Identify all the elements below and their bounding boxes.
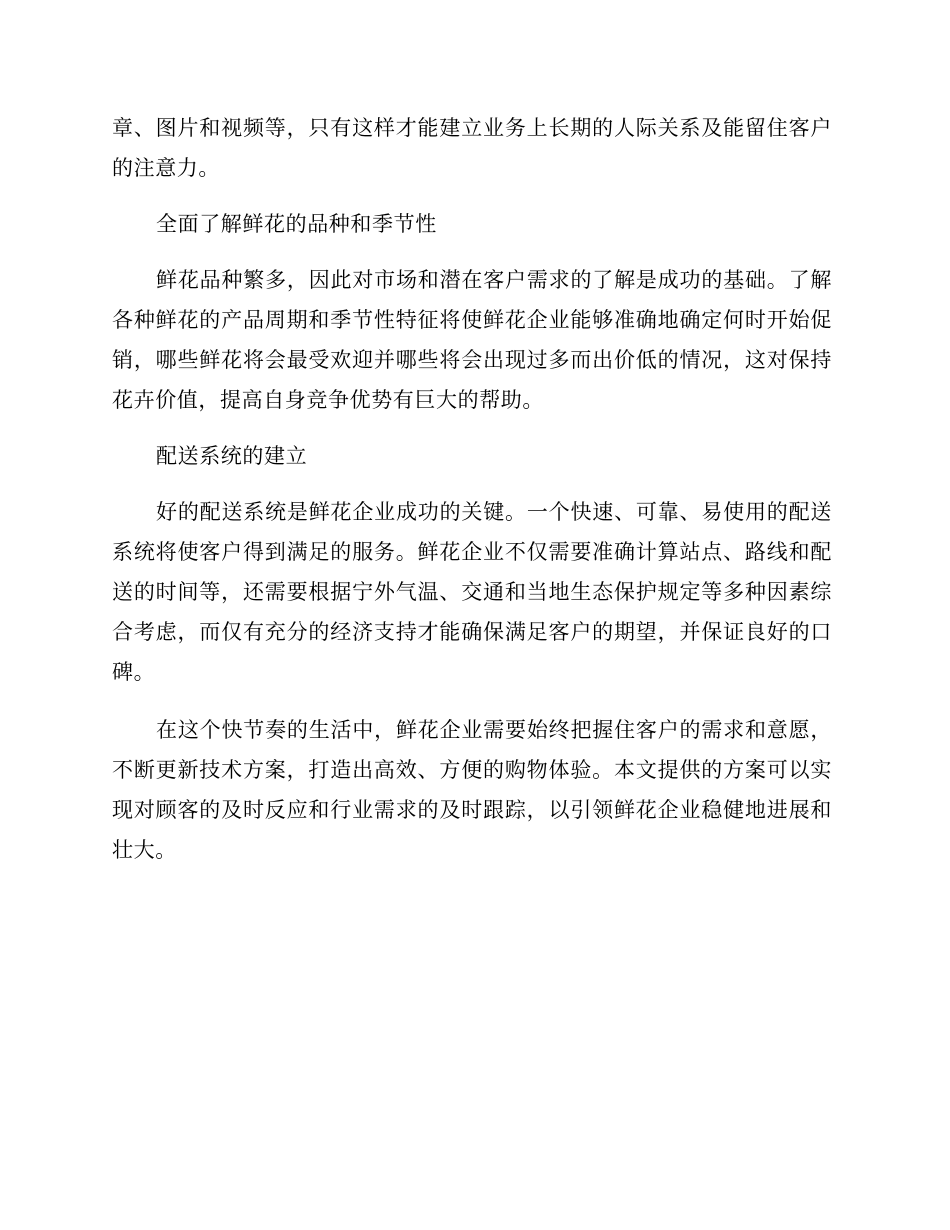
continuation-paragraph: 章、图片和视频等，只有这样才能建立业务上长期的人际关系及能留住客户的注意力。 — [112, 116, 832, 180]
section-heading-flower-varieties: 全面了解鲜花的品种和季节性 — [156, 212, 437, 236]
section-paragraph-flower-varieties: 鲜花品种繁多，因此对市场和潜在客户需求的了解是成功的基础。了解各种鲜花的产品周期和季节性特征将使鲜花企业能够准确地确定何时开始促销，哪些鲜花将会最受欢迎并哪些将会出现过多而出价低的情况，这对保持花卉价值，提高自身竞争优势有巨大的帮助。 — [112, 268, 832, 412]
section-paragraph-delivery-system: 好的配送系统是鲜花企业成功的关键。一个快速、可靠、易使用的配送系统将使客户得到满足的服务。鲜花企业不仅需要准确计算站点、路线和配送的时间等，还需要根据宁外气温、交通和当地生态保护规定等多种因素综合考虑，而仅有充分的经济支持才能确保满足客户的期望，并保证良好的口碑。 — [112, 500, 832, 684]
conclusion-paragraph: 在这个快节奏的生活中，鲜花企业需要始终把握住客户的需求和意愿，不断更新技术方案，打造出高效、方便的购物体验。本文提供的方案可以实现对顾客的及时反应和行业需求的及时跟踪，以引领鲜花企业稳健地进展和壮大。 — [112, 718, 832, 862]
section-heading-delivery-system: 配送系统的建立 — [156, 444, 308, 468]
document-page — [112, 108, 832, 870]
